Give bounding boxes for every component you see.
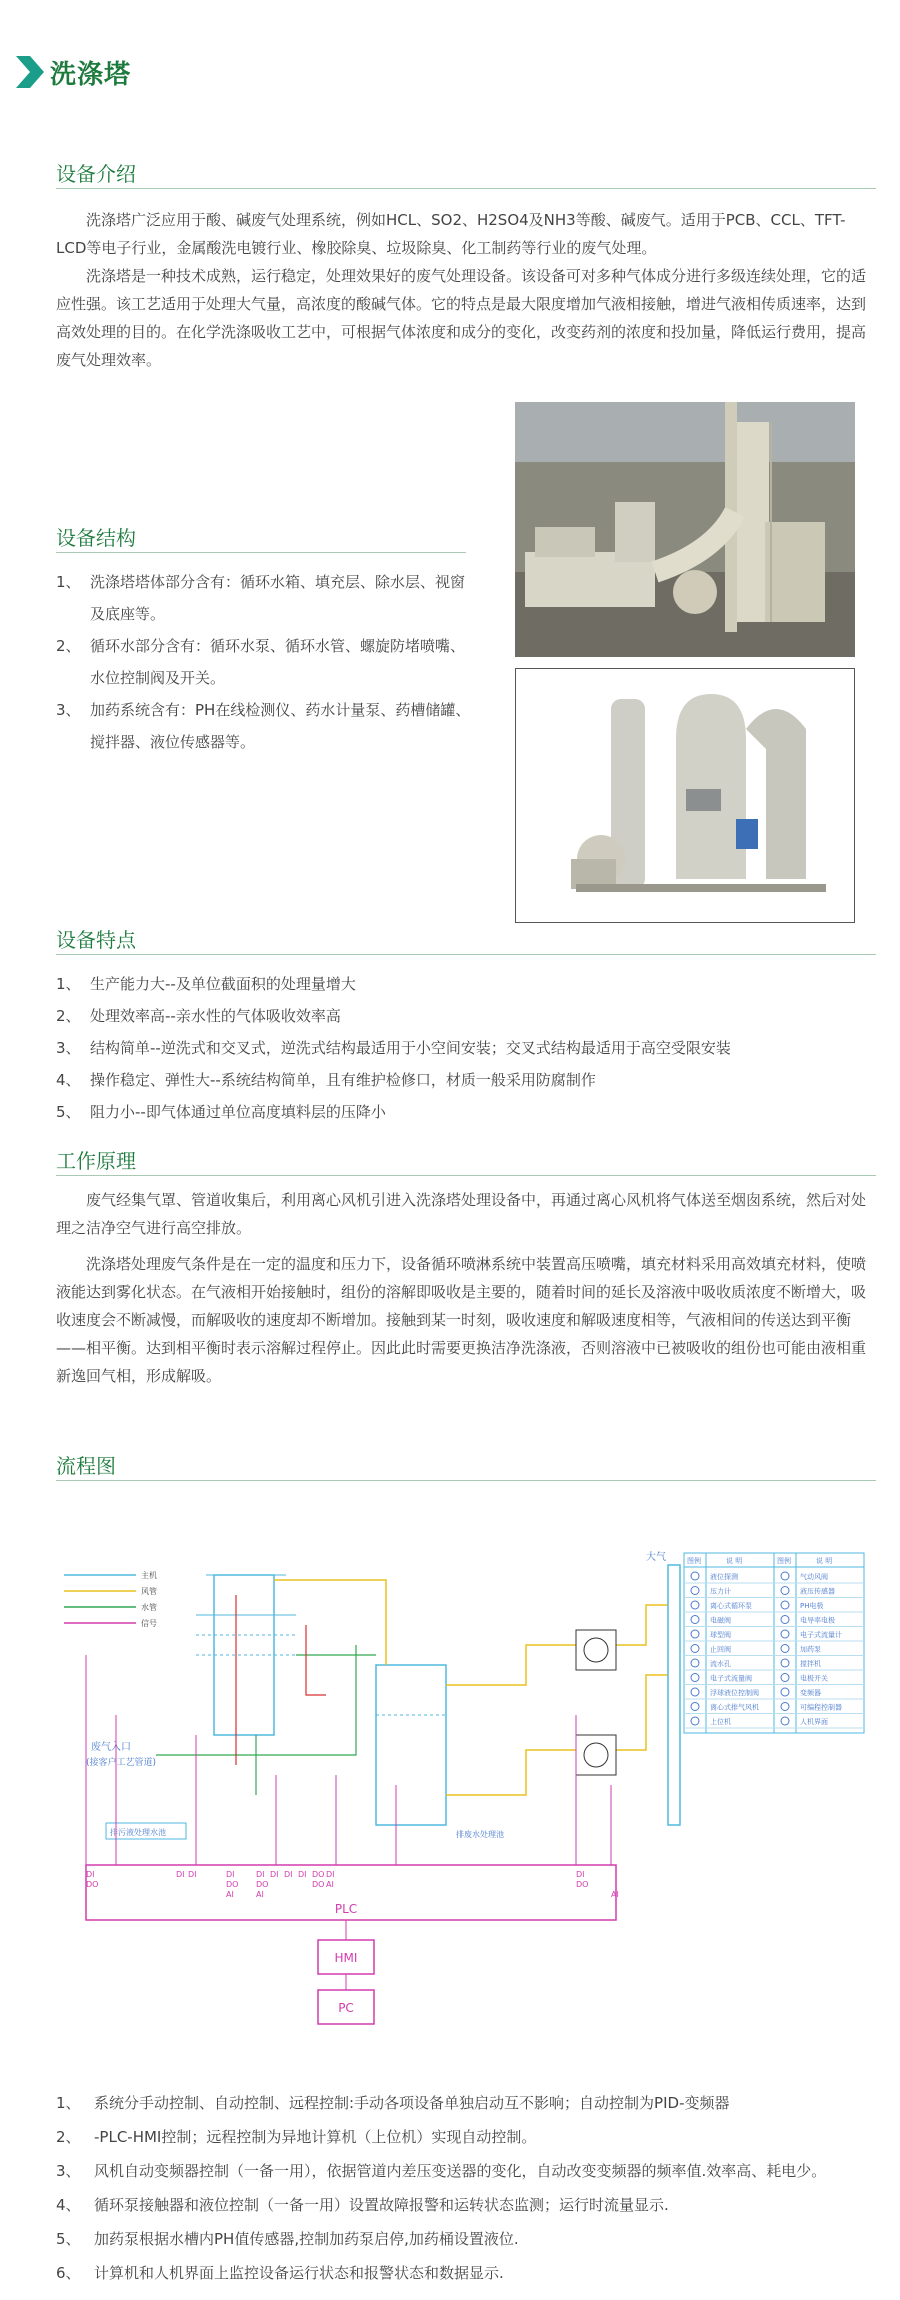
legend-row-label: 液压传感器 [800,1587,835,1596]
fan-icon [576,1735,616,1775]
io-label: DI [326,1870,335,1879]
legend-symbol-icon [781,1572,789,1580]
section-heading-features: 设备特点 [56,928,136,952]
page-title-text: 洗涤塔 [50,59,132,90]
legend-symbol-icon [781,1688,789,1696]
legend-row-label: 电子式流量计 [800,1631,842,1639]
intro-paragraph-2: 洗涤塔是一种技术成熟，运行稳定，处理效果好的废气处理设备。该设备可对多种气体成分进行多级连续处理，它的适应性强。该工艺适用于处理大气量，高浓度的酸碱气体。它的特点是最大限度增加气液相接触，增进气液相传质速率，达到高效处理的目的。在化学洗涤吸收工艺中，可根据气体浓度和成分的变化，改变药剂的浓度和投加量，降低运行费用，提高废气处理效率。 [56,267,867,369]
list-item: 1、 系统分手动控制、自动控制、远程控制:手动各项设备单独启动互不影响；自动控制为PID-变频器 [56,2094,730,2112]
chevron-right-icon [14,54,44,90]
list-item: 5、 阻力小--即气体通过单位高度填料层的压降小 [56,1103,386,1121]
section-heading-flow: 流程图 [56,1454,116,1478]
legend-row-label: 人机界面 [800,1718,828,1726]
legend-symbol-icon [781,1616,789,1624]
legend-symbol-icon [691,1630,699,1638]
legend-row-label: 离心式循环泵 [710,1602,752,1610]
legend-symbol-icon [781,1645,789,1653]
plc-label: PLC [334,1902,358,1916]
legend-row-label: PH电极 [800,1602,824,1610]
page-title [14,52,131,92]
list-item: 5、 加药泵根据水槽内PH值传感器,控制加药泵启停,加药桶设置液位. [56,2230,519,2248]
svg-text:图例: 图例 [687,1557,701,1565]
section-heading-structure: 设备结构 [56,526,136,550]
list-item: 3、 风机自动变频器控制（一备一用），依据管道内差压变送器的变化，自动改变变频器的频率值.效率高、耗电少。 [56,2162,827,2180]
list-item: 4、 操作稳定、弹性大--系统结构简单，且有维护检修口，材质一般采用防腐制作 [56,1071,596,1089]
scrubber-photo-outdoor [515,402,855,657]
legend-row-label: 球型阀 [710,1631,731,1639]
io-label: DI [576,1870,585,1879]
io-label: DI [256,1870,265,1879]
legend-row-label: 气动风阀 [800,1573,828,1581]
legend-symbol-icon [691,1659,699,1667]
process-flow-diagram [56,1535,866,2075]
legend-row-label: 加药泵 [800,1645,821,1654]
svg-text:图例: 图例 [777,1557,791,1565]
inlet-label: 废气入口 [91,1742,131,1753]
legend-row-label: 电磁阀 [710,1616,731,1625]
legend-row-label: 浮球液位控制阀 [710,1689,759,1697]
legend-symbol-icon [781,1587,789,1595]
legend-symbol-icon [781,1659,789,1667]
list-item: 2、 -PLC-HMI控制；远程控制为异地计算机（上位机）实现自动控制。 [56,2128,537,2146]
section-divider [56,954,876,955]
io-label: DO [576,1880,589,1889]
legend-symbol-icon [781,1630,789,1638]
legend-symbol-icon [691,1645,699,1653]
section-heading-intro: 设备介绍 [56,162,136,186]
io-label: DI [298,1870,307,1879]
legend-row-label: 搅拌机 [800,1660,821,1668]
legend-row-label: 变频器 [800,1689,821,1697]
legend-symbol-icon [691,1717,699,1725]
io-label: DI [176,1870,185,1879]
intro-paragraph-1: 洗涤塔广泛应用于酸、碱废气处理系统，例如HCL、SO2、H2SO4及NH3等酸、碱废气。适用于PCB、CCL、TFT- LCD等电子行业，金属酸洗电镀行业、橡胶除臭、垃圾除臭、化工制药等行业的废气处理。 [56,211,846,257]
io-label: AI [326,1880,334,1889]
legend-row-label: 止回阀 [710,1645,731,1654]
scrubber-tower-1 [196,1575,296,1735]
legend-symbol-icon [691,1616,699,1624]
section-divider [56,552,466,553]
principle-paragraph-1: 废气经集气罩、管道收集后，利用离心风机引进入洗涤塔处理设备中，再通过离心风机将气体送至烟囱系统，然后对处理之洁净空气进行高空排放。 [56,1191,867,1237]
waste-label: 排废水处理池 [456,1830,504,1839]
legend-symbol-icon [781,1703,789,1711]
list-item: 2、 循环水部分含有：循环水泵、循环水管、螺旋防堵喷嘴、水位控制阀及开关。 [56,637,466,687]
legend-symbol-icon [691,1688,699,1696]
legend-row-label: 流水孔 [710,1660,731,1668]
io-label: AI [611,1890,619,1899]
io-label: DI [226,1870,235,1879]
legend-symbol-icon [691,1601,699,1609]
list-item: 2、 处理效率高--亲水性的气体吸收效率高 [56,1007,341,1025]
io-label: AI [256,1890,264,1899]
io-label: DO [312,1880,325,1889]
section-divider [56,1175,876,1176]
io-label: DI [86,1870,95,1879]
svg-text:说 明: 说 明 [726,1557,743,1565]
atmosphere-label: 大气 [646,1552,666,1563]
legend-label: 风管 [141,1587,157,1596]
fan-icon [576,1630,616,1670]
legend-symbol-icon [691,1674,699,1682]
legend-symbol-icon [781,1717,789,1725]
list-item: 1、 生产能力大--及单位截面积的处理量增大 [56,975,356,993]
scrubber-tower-2 [376,1665,446,1825]
list-item: 6、 计算机和人机界面上监控设备运行状态和报警状态和数据显示. [56,2264,504,2282]
list-item: 3、 结构简单--逆洗式和交叉式，逆洗式结构最适用于小空间安装；交叉式结构最适用于高空受限安装 [56,1039,731,1057]
structure-list [56,566,476,758]
section-divider [56,1480,876,1481]
legend-row-label: 电子式流量阀 [710,1674,752,1683]
scrubber-photo-studio [515,668,855,923]
io-label: DO [312,1870,325,1879]
symbol-legend-table [684,1553,864,1733]
io-label: DO [86,1880,99,1889]
legend-label: 主机 [141,1571,157,1580]
legend-symbol-icon [691,1587,699,1595]
legend-row-label: 电极开关 [800,1674,828,1683]
svg-text:说 明: 说 明 [816,1557,833,1565]
legend-symbol-icon [781,1674,789,1682]
list-item: 3、 加药系统含有：PH在线检测仪、药水计量泵、药槽储罐、搅拌器、液位传感器等。 [56,701,471,751]
legend-row-label: 液位探测 [710,1573,738,1581]
io-label: DO [226,1880,239,1889]
list-item: 4、 循环泵接触器和液位控制（一备一用）设置故障报警和运转状态监测；运行时流量显示. [56,2196,669,2214]
list-item: 1、 洗涤塔塔体部分含有：循环水箱、填充层、除水层、视窗及底座等。 [56,573,466,623]
section-divider [56,188,876,189]
legend-row-label: 压力计 [710,1587,731,1596]
chimney [668,1565,680,1825]
features-list [56,968,876,1128]
io-label: DI [284,1870,293,1879]
pc-label: PC [338,2001,354,2015]
principle-paragraph-2: 洗涤塔处理废气条件是在一定的温度和压力下，设备循环喷淋系统中装置高压喷嘴，填充材料采用高效填充材料，使喷液能达到雾化状态。在气液相开始接触时，组份的溶解即吸收是主要的，随着时间的延长及溶液中吸收质浓度不断增大，吸收速度会不断减慢，而解吸收的速度却不断增加。接触到某一时刻，吸收速度和解吸速度相等，气液相间的传送达到平衡——相平衡。达到相平衡时表示溶解过程停止。因此此时需要更换洁净洗涤液，否则溶液中已被吸收的组份也可能由液相重新逸回气相，形成解吸。 [56,1255,867,1385]
legend-symbol-icon [781,1601,789,1609]
legend-label: 信号 [141,1619,157,1628]
io-label: DI [270,1870,279,1879]
legend-label: 水管 [141,1603,157,1612]
section-heading-principle: 工作原理 [56,1149,136,1173]
io-label: DO [256,1880,269,1889]
inlet-sub-label: (接客户工艺管道) [86,1758,157,1768]
flow-notes-list [56,2086,886,2290]
legend-row-label: 上位机 [710,1718,731,1726]
legend-symbol-icon [691,1703,699,1711]
io-label: DI [188,1870,197,1879]
io-label: AI [226,1890,234,1899]
line-legend [64,1570,157,1628]
tank-label: 排污液处理水池 [110,1828,166,1837]
hmi-label: HMI [334,1951,358,1965]
legend-row-label: 可编程控制器 [800,1703,842,1712]
legend-symbol-icon [691,1572,699,1580]
legend-row-label: 电导率电极 [800,1616,835,1625]
legend-row-label: 离心式排气风机 [710,1703,759,1712]
